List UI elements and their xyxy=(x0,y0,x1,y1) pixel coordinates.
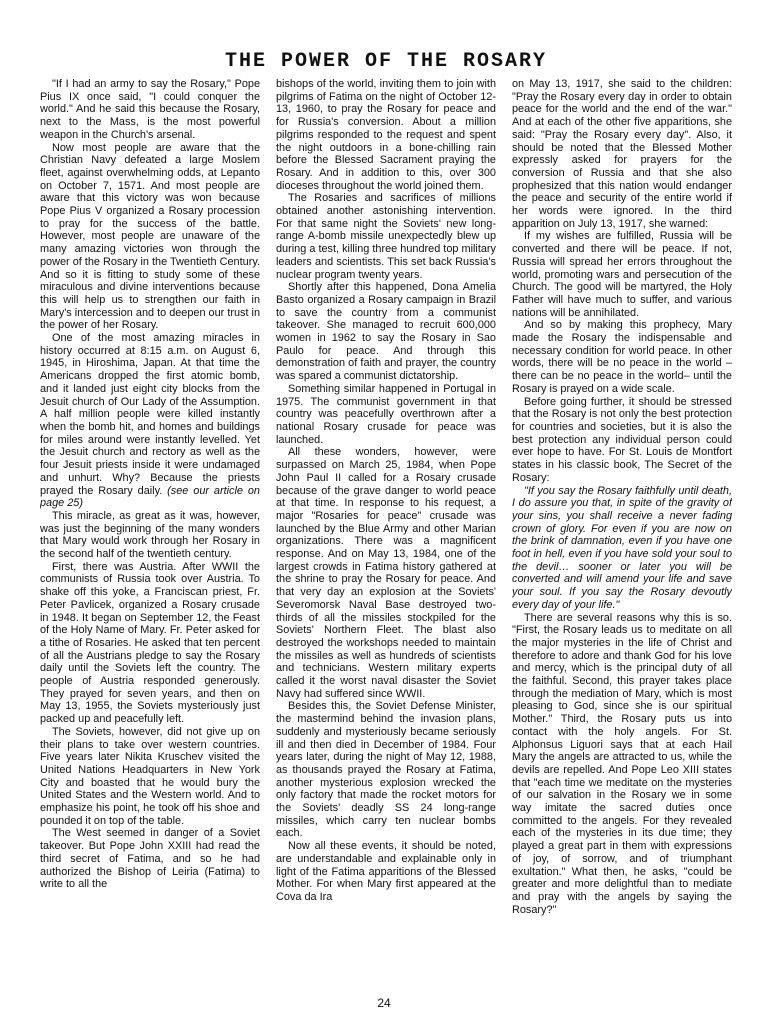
paragraph: bishops of the world, inviting them to join with pilgrims of Fatima on the night of October 12-13, 1960, to pray the Rosary for peace and for Russia's conversion. About a million pilgrims responded to the request and spent the night outdoors in a bone-chilling rain before the Blessed Sacrament praying the Rosary. And in addition to this, over 300 dioceses throughout the world joined them. xyxy=(276,78,496,192)
paragraph: "If I had an army to say the Rosary," Pope Pius IX once said, "I could conquer the world." And he said this because the Rosary, next to the Mass, is the most powerful weapon in the Church's arsenal. xyxy=(40,78,260,141)
paragraph: on May 13, 1917, she said to the children: "Pray the Rosary every day in order to obtain peace for the world and the end of the war." And at each of the other five apparitions, she said: "Pray the Rosary every day". Also, it should be noted that the Blessed Mother expressly asked for prayers for the conversion of Russia and that she also prophesized that this nation would endanger the peace and security of the entire world if her words were ignored. In the third apparition on July 13, 1917, she warned: xyxy=(512,78,732,230)
fatima-quote: If my wishes are fulfilled, Russia will be converted and there will be peace. If not, Russia will spread her errors throughout the world, promoting wars and persecution of the Church. The good will be martyred, the Holy Father will have much to suffer, and various nations will be annihilated. xyxy=(512,230,732,319)
paragraph-text: One of the most amazing miracles in history occurred at 8:15 a.m. on August 6, 1945, in Hiroshima, Japan. At that time the Americans dropped the first atomic bomb, and it landed just eight city blocks from the Jesuit church of Our Lady of the Assumption. A half million people were killed instantly when the bomb hit, and homes and buildings for miles around were instantly levelled. Yet the Jesuit church and rectory as well as the four Jesuit priests inside it were undamaged and unhurt. Why? Because the priests prayed the Rosary daily. xyxy=(40,332,260,497)
column-3 xyxy=(512,78,732,1003)
paragraph: The Rosaries and sacrifices of millions obtained another astonishing intervention. For that same night the Soviets' new long-range A-bomb missile unexpectedly blew up during a test, killing three hundred top military leaders and scientists. This set back Russia's nuclear program twenty years. xyxy=(276,192,496,281)
paragraph: Shortly after this happened, Dona Amelia Basto organized a Rosary campaign in Brazil to save the country from a communist takeover. She managed to recruit 600,000 women in 1962 to say the Rosary in Sao Paulo for peace. And through this demonstration of faith and prayer, the country was spared a communist dictatorship. xyxy=(276,281,496,383)
paragraph: Something similar happened in Portugal in 1975. The communist government in that country was peacefully overthrown after a national Rosary crusade for peace was launched. xyxy=(276,382,496,446)
article-body xyxy=(40,78,732,1003)
paragraph: Before going further, it should be stressed that the Rosary is not only the best protection for countries and societies, but it is also the best protection any individual person could ever hope to have. For St. Louis de Montfort states in his classic book, The Secret of the Rosary: xyxy=(512,395,732,484)
column-2 xyxy=(276,78,496,1003)
montfort-quote: "If you say the Rosary faithfully until death, I do assure you that, in spite of the gravity of your sins, you shall receive a never fading crown of glory. For even if you are now on the brink of damnation, even if you have one foot in hell, even if you have sold your soul to the devil… sooner or later you will be converted and will amend your life and save your soul. If you say the Rosary devoutly every day of your life." xyxy=(512,484,732,611)
paragraph: All these wonders, however, were surpassed on March 25, 1984, when Pope John Paul II called for a Rosary crusade because of the grave danger to world peace at that time. In response to his request, a major "Rosaries for peace" crusade was launched by the Blue Army and other Marian organizations. There was a magnificent response. And on May 13, 1984, one of the largest crowds in Fatima history gathered at the shrine to pray the Rosary for peace. And that very day an explosion at the Soviets' Severomorsk Naval Base destroyed two-thirds of all the missiles stockpiled for the Soviets' Northern Fleet. The blast also destroyed the workshops needed to maintain the missiles as well as hundreds of scientists and technicians. Western military experts called it the worst naval disaster the Soviet Navy had suffered since WWII. xyxy=(276,446,496,700)
paragraph: There are several reasons why this is so. "First, the Rosary leads us to meditate on all the major mysteries in the life of Christ and therefore to adore and thank God for his love and mercy, which is the principal duty of all the faithful. Second, this prayer takes place through the mediation of Mary, which is most pleasing to God, since she is our spiritual Mother." Third, the Rosary puts us into contact with the holy angels. For St. Alphonsus Liguori says that at each Hail Mary the angels are attracted to us, while the devils are repelled. And Pope Leo XIII states that "each time we meditate on the mysteries of our salvation in the Rosary we in some way imitate the sacred duties once committed to the angels. For they revealed each of the mysteries in its due time; they played a great part in them with expressions of joy, of sorrow, and of triumphant exultation." What then, he asks, "could be greater and more delightful than to mediate and pray with the angels by saying the Rosary?" xyxy=(512,611,732,916)
paragraph: This miracle, as great as it was, however, was just the beginning of the many wonders that Mary would work through her Rosary in the second half of the twentieth century. xyxy=(40,509,260,561)
page-reference: (see our article on page 25) xyxy=(40,484,260,510)
paragraph xyxy=(40,332,260,510)
column-1 xyxy=(40,78,260,1003)
paragraph: First, there was Austria. After WWII the communists of Russia took over Austria. To shake off this yoke, a Franciscan priest, Fr. Peter Pavlicek, organized a Rosary crusade in 1948. It began on September 12, the Feast of the Holy Name of Mary. Fr. Peter asked for a tithe of Rosaries. He asked that ten percent of all the Austrians pledge to say the Rosary daily until the Soviets left the country. The people of Austria responded generously. They prayed for seven years, and then on May 13, 1955, the Soviets mysteriously just packed up and peacefully left. xyxy=(40,560,260,726)
paragraph: And so by making this prophecy, Mary made the Rosary the indispensable and necessary condition for world peace. In other words, there will be no peace in the world –there can be no peace in the world– until the Rosary is prayed on a wide scale. xyxy=(512,319,732,395)
paragraph: Now most people are aware that the Christian Navy defeated a large Moslem fleet, against overwhelming odds, at Lepanto on October 7, 1571. And most people are aware that this victory was won because Pope Pius V organized a Rosary procession to pray for the success of the battle. However, most people are unaware of the many amazing victories won through the power of the Rosary in the Twentieth Century. And so it is fitting to study some of these miraculous and divine interventions because this will help us to strengthen our faith in Mary's intercession and to deepen our trust in the power of her Rosary. xyxy=(40,141,260,332)
paragraph: The West seemed in danger of a Soviet takeover. But Pope John XXIII had read the third secret of Fatima, and so he had authorized the Bishop of Leiria (Fatima) to write to all the xyxy=(40,827,260,891)
page-number: 24 xyxy=(377,996,391,1010)
paragraph: Now all these events, it should be noted, are understandable and explainable only in light of the Fatima apparitions of the Blessed Mother. For when Mary first appeared at the Cova da Ira xyxy=(276,840,496,903)
article-title: THE POWER OF THE ROSARY xyxy=(224,50,548,73)
paragraph: Besides this, the Soviet Defense Minister, the mastermind behind the invasion plans, suddenly and mysteriously became seriously ill and then died in December of 1984. Four years later, during the night of May 12, 1988, as thousands prayed the Rosary at Fatima, another mysterious explosion wrecked the only factory that made the rocket motors for the Soviets' deadly SS 24 long-range missiles, which carry ten nuclear bombs each. xyxy=(276,700,496,840)
paragraph: The Soviets, however, did not give up on their plans to take over western countries. Five years later Nikita Kruschev visited the United Nations Headquarters in New York City and boasted that he would bury the United States and the Western world. And to emphasize his point, he took off his shoe and pounded it on top of the table. xyxy=(40,725,260,827)
